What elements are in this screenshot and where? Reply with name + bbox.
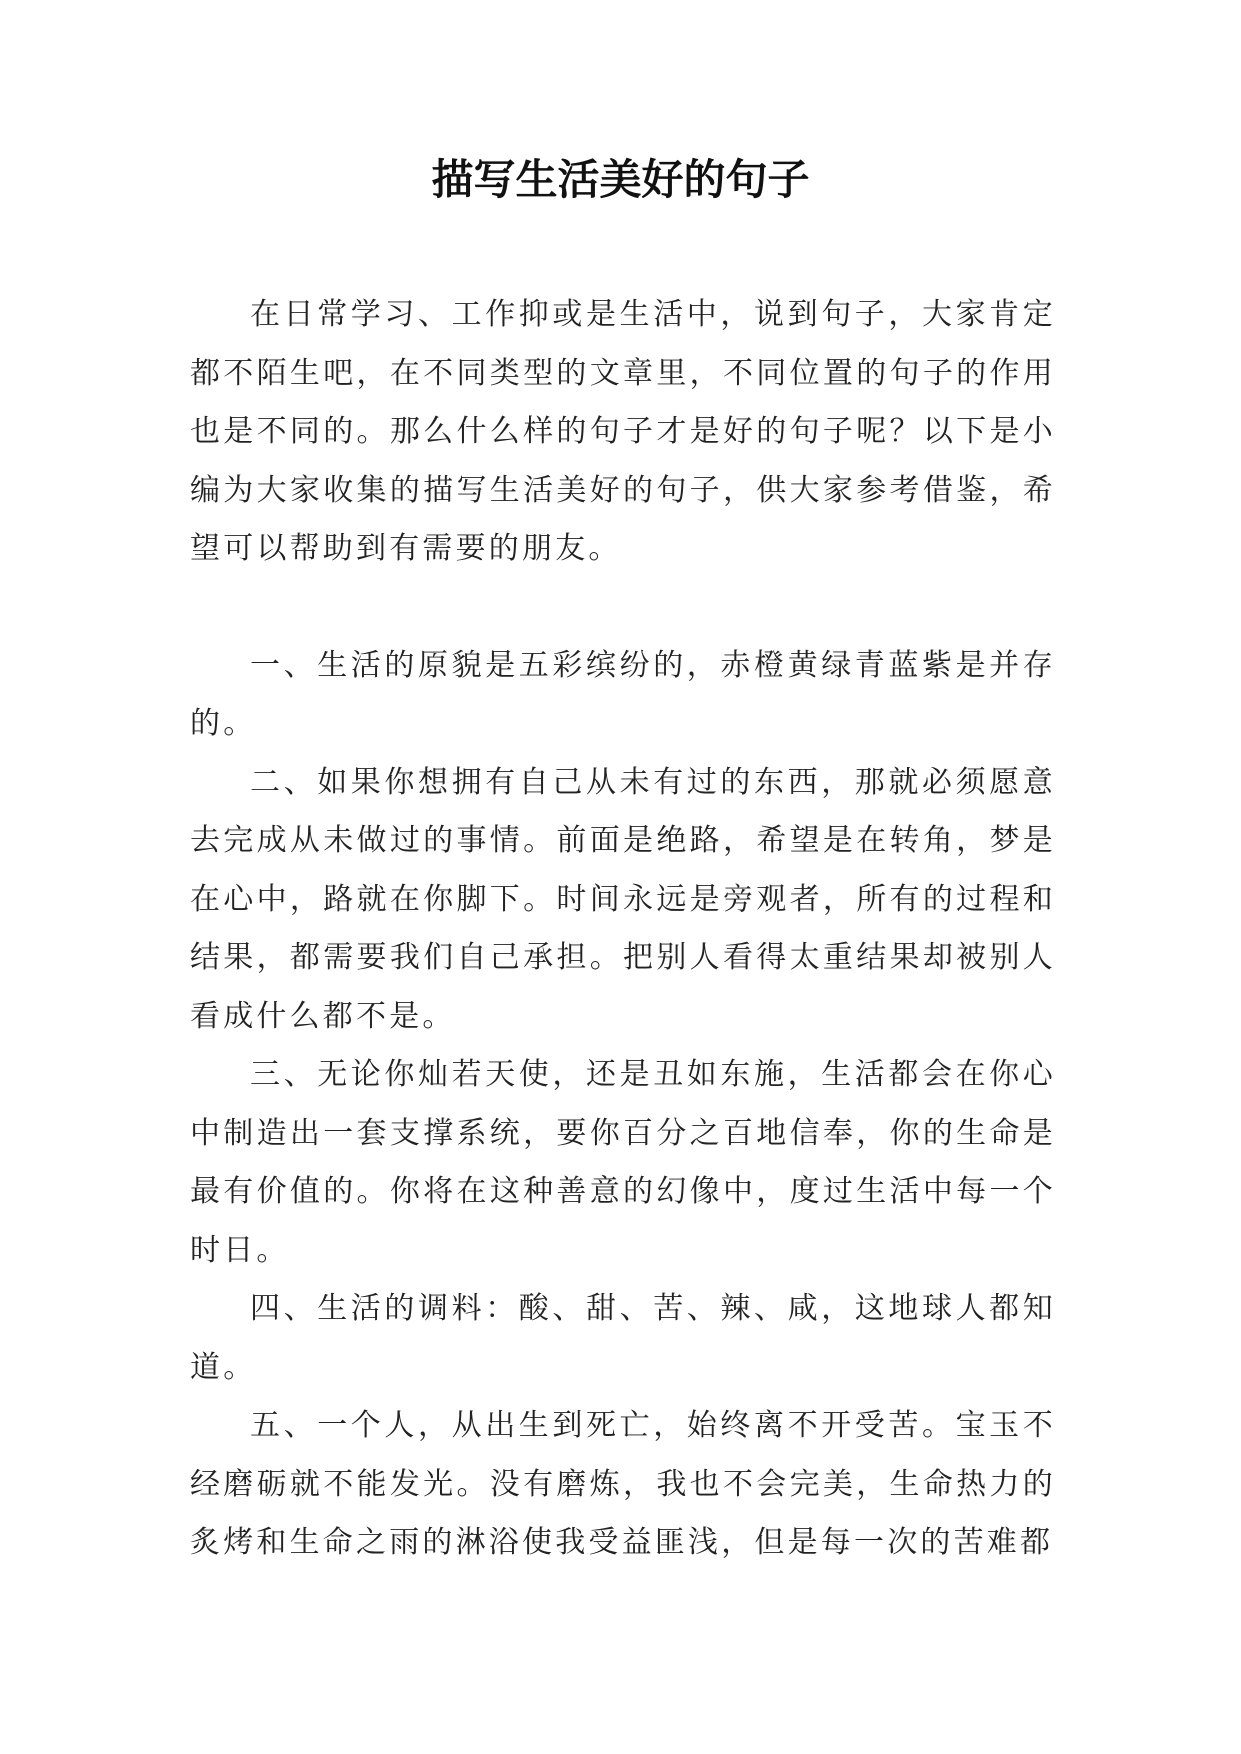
document-body (190, 286, 1056, 1573)
document-title: 描写生活美好的句子 (431, 155, 810, 204)
paragraph-4: 四、生活的调料：酸、甜、苦、辣、咸，这地球人都知道。 (190, 1291, 1056, 1385)
paragraph-1: 一、生活的原貌是五彩缤纷的，赤橙黄绿青蓝紫是并存的。 (190, 647, 1056, 741)
paragraph-3: 三、无论你灿若天使，还是丑如东施，生活都会在你心中制造出一套支撑系统，要你百分之百地信奉，你的生命是最有价值的。你将在这种善意的幻像中，度过生活中每一个时日。 (190, 1057, 1056, 1268)
paragraph-2: 二、如果你想拥有自己从未有过的东西，那就必须愿意去完成从未做过的事情。前面是绝路，希望是在转角，梦是在心中，路就在你脚下。时间永远是旁观者，所有的过程和结果，都需要我们自己承担。把别人看得太重结果却被别人看成什么都不是。 (190, 764, 1056, 1034)
intro-paragraph: 在日常学习、工作抑或是生活中，说到句子，大家肯定都不陌生吧，在不同类型的文章里，不同位置的句子的作用也是不同的。那么什么样的句子才是好的句子呢？以下是小编为大家收集的描写生活美好的句子，供大家参考借鉴，希望可以帮助到有需要的朋友。 (190, 297, 1056, 566)
paragraph-5: 五、一个人，从出生到死亡，始终离不开受苦。宝玉不经磨砺就不能发光。没有磨炼，我也不会完美，生命热力的炙烤和生命之雨的淋浴使我受益匪浅，但是每一次的苦难都 (190, 1408, 1056, 1560)
